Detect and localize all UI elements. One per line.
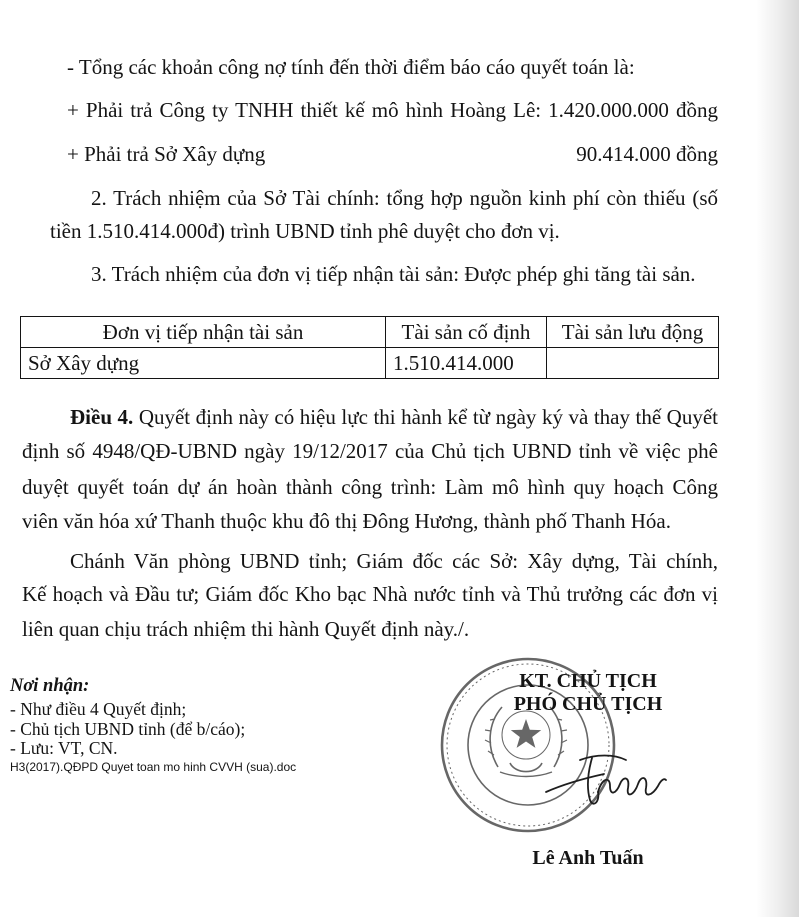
article-4-line: định số 4948/QĐ-UBND ngày 19/12/2017 của Chủ tịch UBND tỉnh về việc phê bbox=[22, 439, 718, 463]
debt-summary-intro: - Tổng các khoản công nợ tính đến thời điểm báo cáo quyết toán là: bbox=[67, 55, 635, 79]
cell-fixed-assets: 1.510.414.000 bbox=[386, 348, 547, 379]
handwritten-signature bbox=[540, 748, 670, 812]
signature-title: PHÓ CHỦ TỊCH bbox=[513, 693, 663, 715]
debt-item-amount: 90.414.000 đồng bbox=[576, 142, 718, 166]
debt-item-construction-dept bbox=[67, 139, 718, 169]
article-4-line: viên văn hóa xứ Thanh thuộc khu đô thị Đông Hương, thành phố Thanh Hóa. bbox=[22, 509, 672, 533]
table-row bbox=[21, 348, 719, 379]
signer-name: Lê Anh Tuấn bbox=[532, 847, 644, 869]
execution-line: Kế hoạch và Đầu tư; Giám đốc Kho bạc Nhà nước tỉnh và Thủ trưởng các đơn vị bbox=[22, 582, 718, 606]
cell-current-assets bbox=[547, 348, 719, 379]
article-4-text: Quyết định này có hiệu lực thi hành kể từ ngày ký và thay thế Quyết bbox=[138, 405, 719, 429]
recipient-item: - Lưu: VT, CN. bbox=[10, 738, 118, 758]
header-current-assets: Tài sản lưu động bbox=[547, 317, 719, 348]
recipient-item: - Như điều 4 Quyết định; bbox=[10, 699, 187, 719]
article-4-line: duyệt quyết toán dự án hoàn thành công trình: Làm mô hình quy hoạch Công bbox=[22, 475, 718, 499]
article-4-label: Điều 4. bbox=[70, 405, 134, 429]
debt-item-hoang-le: + Phải trả Công ty TNHH thiết kế mô hình Hoàng Lê: 1.420.000.000 đồng bbox=[67, 98, 718, 122]
section-2-line: tiền 1.510.414.000đ) trình UBND tỉnh phê duyệt cho đơn vị. bbox=[50, 219, 560, 243]
scan-edge-shadow bbox=[756, 0, 799, 917]
file-name: H3(2017).QĐPD Quyet toan mo hinh CVVH (sua).doc bbox=[10, 760, 297, 774]
section-2-line: 2. Trách nhiệm của Sở Tài chính: tổng hợp nguồn kinh phí còn thiếu (số bbox=[91, 186, 718, 210]
header-receiving-unit: Đơn vị tiếp nhận tài sản bbox=[21, 317, 386, 348]
recipient-item: - Chủ tịch UBND tỉnh (để b/cáo); bbox=[10, 719, 246, 739]
signature-on-behalf: KT. CHỦ TỊCH bbox=[519, 670, 657, 692]
execution-line: Chánh Văn phòng UBND tỉnh; Giám đốc các Sở: Xây dựng, Tài chính, bbox=[70, 549, 718, 573]
recipients-title: Nơi nhận: bbox=[10, 676, 90, 696]
asset-table bbox=[20, 316, 719, 379]
header-fixed-assets: Tài sản cố định bbox=[386, 317, 547, 348]
article-4-line bbox=[70, 402, 718, 432]
execution-line: liên quan chịu trách nhiệm thi hành Quyết định này./. bbox=[22, 617, 470, 641]
debt-item-label: + Phải trả Sở Xây dựng bbox=[67, 142, 266, 166]
asset-table-header-row bbox=[21, 317, 719, 348]
cell-receiving-unit: Sở Xây dựng bbox=[21, 348, 386, 379]
section-3-line: 3. Trách nhiệm của đơn vị tiếp nhận tài sản: Được phép ghi tăng tài sản. bbox=[91, 262, 696, 286]
